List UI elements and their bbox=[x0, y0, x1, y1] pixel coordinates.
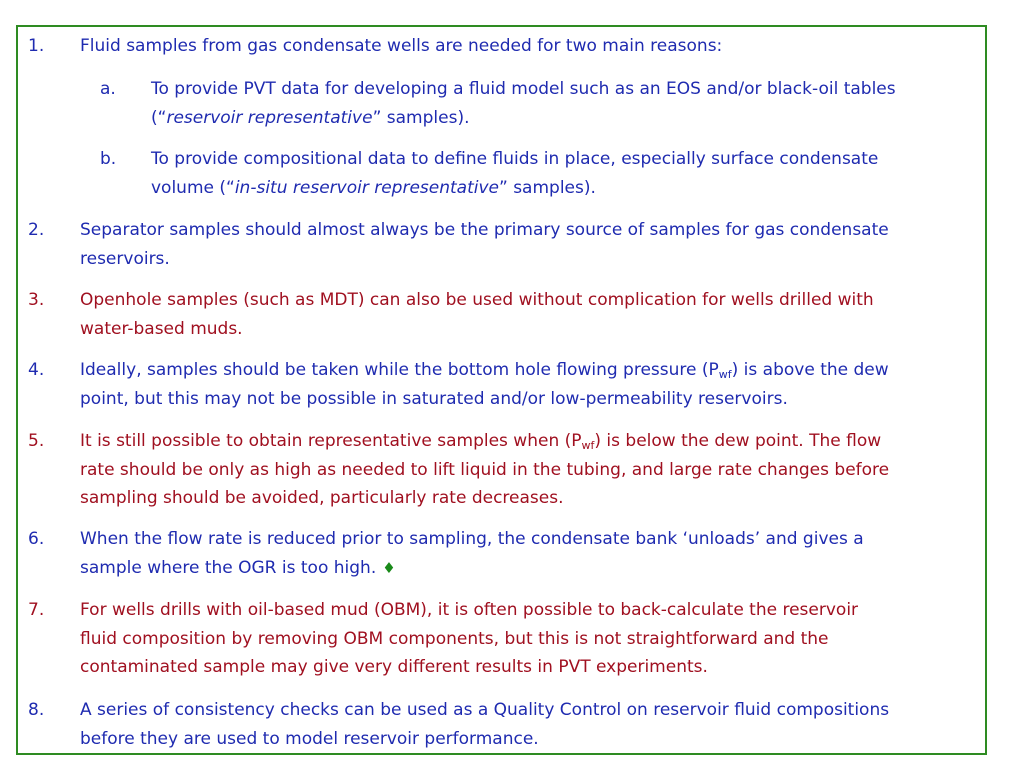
item-number: 6. bbox=[28, 529, 45, 549]
emphasis: reservoir representative bbox=[166, 107, 373, 128]
item-text: For wells drills with oil-based mud (OBM), it is often possible to back-calculate the reservoir fluid composition by removing OBM components, but this is not straightforward and the contaminated sample may give very different results in PVT experiments. bbox=[80, 600, 859, 677]
item-text: To provide PVT data for developing a fluid model such as an EOS and/or black-oil tables (“reservoir representative” samples). bbox=[151, 79, 896, 128]
item-text: When the flow rate is reduced prior to sampling, the condensate bank ‘unloads’ and gives a sample where the OGR is too high. ♦ bbox=[80, 529, 864, 578]
content-frame bbox=[16, 25, 987, 755]
emphasis: in-situ reservoir representative bbox=[234, 177, 499, 198]
item-number: 2. bbox=[28, 220, 45, 240]
item-number: 5. bbox=[28, 431, 45, 451]
item-text: A series of consistency checks can be used as a Quality Control on reservoir fluid compositions before they are used to model reservoir performance. bbox=[80, 700, 890, 749]
item-letter: a. bbox=[100, 79, 116, 99]
item-text: It is still possible to obtain representative samples when $(P_{wf})$ is below the dew point. The flow rate should be only as high as needed to lift liquid in the tubing, and large rate changes before sampling should be avoided, particularly rate decreases. bbox=[80, 431, 890, 508]
item-text: Openhole samples (such as MDT) can also be used without complication for wells drilled with water-based muds. bbox=[80, 290, 874, 339]
item-number: 7. bbox=[28, 600, 45, 620]
item-number: 8. bbox=[28, 700, 45, 720]
drop-icon[interactable]: ♦ bbox=[382, 558, 396, 577]
item-text: Fluid samples from gas condensate wells are needed for two main reasons: bbox=[80, 36, 723, 56]
item-text: To provide compositional data to define fluids in place, especially surface condensate volume (“in-situ reservoir representative” samples). bbox=[151, 149, 879, 198]
item-text: Separator samples should almost always be the primary source of samples for gas condensate reservoirs. bbox=[80, 220, 889, 269]
item-text: Ideally, samples should be taken while the bottom hole flowing pressure $(P_{wf})$ is above the dew point, but this may not be possible in saturated and/or low-permeability reservoirs. bbox=[80, 360, 889, 409]
item-number: 3. bbox=[28, 290, 45, 310]
item-number: 4. bbox=[28, 360, 45, 380]
item-number: 1. bbox=[28, 36, 45, 56]
item-letter: b. bbox=[100, 149, 117, 169]
